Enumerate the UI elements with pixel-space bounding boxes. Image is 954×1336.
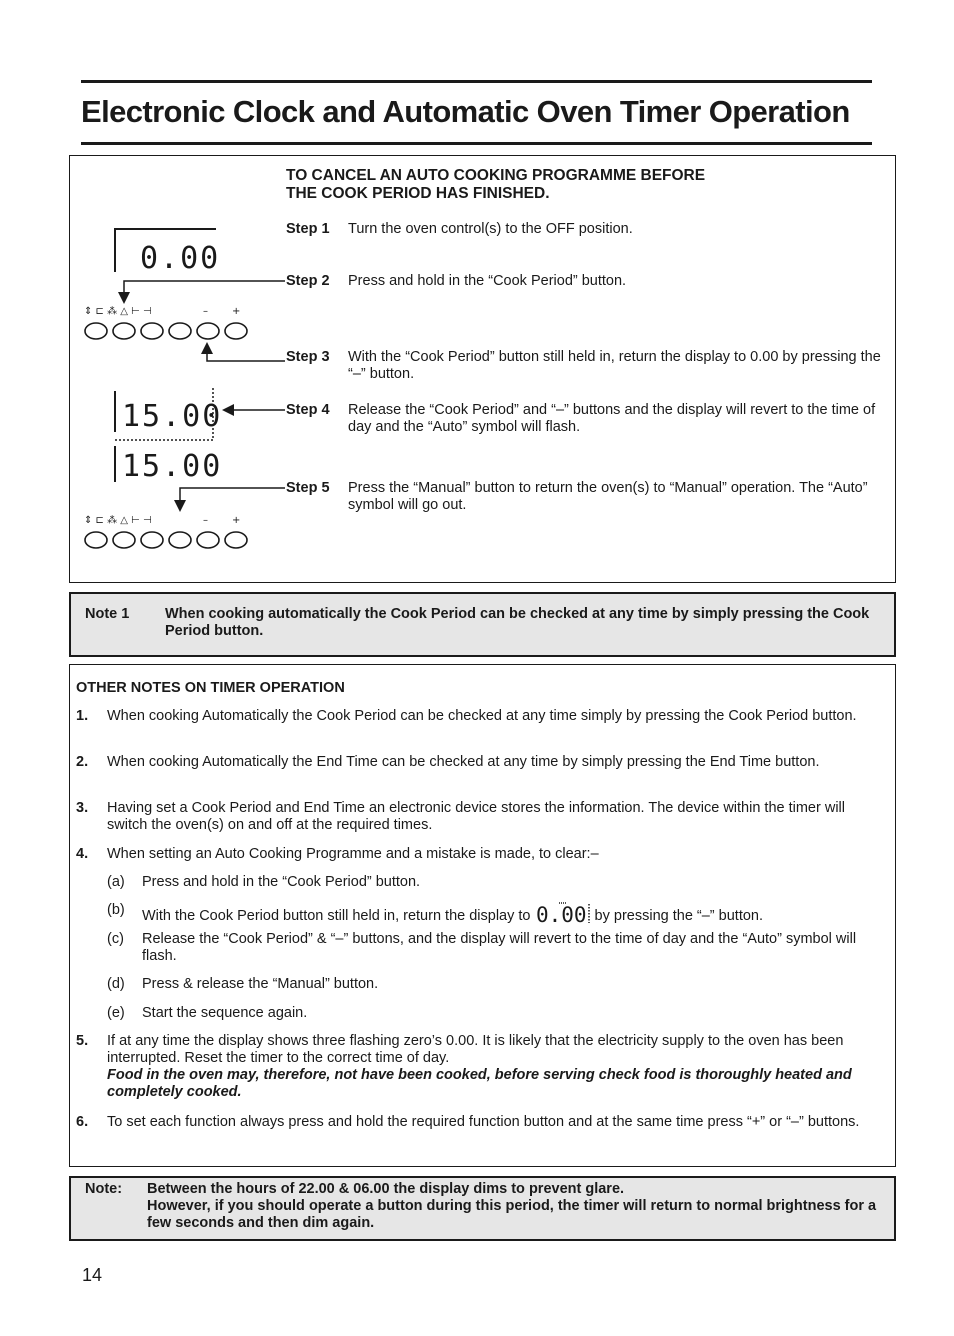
- lcd-readout: 15.00: [122, 399, 223, 434]
- auto-symbol-icon: ⇕ ⊏ ⁂ △ ⊢ ⊣: [84, 515, 152, 526]
- item-number: 5.: [76, 1033, 89, 1049]
- sub-letter: (e): [107, 1005, 125, 1021]
- note-item-6: [76, 1114, 884, 1131]
- step-label: Step 5: [286, 480, 330, 496]
- note-1-label: Note 1: [85, 606, 130, 622]
- item-number: 6.: [76, 1114, 89, 1130]
- other-notes-heading: OTHER NOTES ON TIMER OPERATION: [76, 680, 345, 696]
- item-text: If at any time the display shows three flashing zero’s 0.00. It is likely that the electricity supply to the oven has been interrupted. Reset the timer to the correct time of day.: [107, 1033, 844, 1066]
- minus-symbol-icon: –: [203, 515, 208, 526]
- sub-letter: (c): [107, 931, 124, 947]
- food-warning: Food in the oven may, therefore, not have been cooked, before serving check food is thoroughly heated and completely cooked.: [107, 1067, 852, 1100]
- mini-lcd-readout: 0.00: [535, 903, 587, 924]
- sub-item-a: [107, 874, 887, 891]
- sub-item-b: [107, 902, 887, 925]
- cancel-heading: [286, 167, 886, 203]
- item-text: When cooking Automatically the Cook Period can be checked at any time simply by pressing the Cook Period button.: [107, 708, 857, 724]
- lcd-readout: 0.00: [140, 241, 221, 276]
- item-text: When cooking Automatically the End Time can be checked at any time by simply pressing the End Time button.: [107, 754, 820, 770]
- note-item-4: [76, 846, 884, 863]
- sub-text: Release the “Cook Period” & “–” buttons, and the display will revert to the time of day and the “Auto” symbol will flash.: [142, 931, 857, 964]
- sub-text: Press and hold in the “Cook Period” button.: [142, 874, 421, 890]
- mini-lcd-display-icon: [535, 902, 591, 924]
- sub-letter: (a): [107, 874, 125, 890]
- step-3: [286, 349, 886, 383]
- auto-symbol-icon: ⇕ ⊏ ⁂ △ ⊢ ⊣: [84, 306, 152, 317]
- sub-text: Press & release the “Manual” button.: [142, 976, 379, 992]
- page-number: 14: [82, 1265, 103, 1285]
- title-underline: [81, 142, 872, 145]
- step-text: Press and hold in the “Cook Period” button.: [348, 273, 627, 289]
- note-2-text: [147, 1181, 877, 1232]
- cancel-heading-line1: TO CANCEL AN AUTO COOKING PROGRAMME BEFORE: [286, 167, 706, 184]
- top-rule: [81, 80, 872, 83]
- step-label: Step 2: [286, 273, 330, 289]
- note-2-label: Note:: [85, 1181, 123, 1197]
- step-4: [286, 402, 886, 436]
- item-number: 1.: [76, 708, 89, 724]
- step-2: [286, 273, 886, 290]
- minus-symbol-icon: –: [203, 306, 208, 317]
- sub-item-c: [107, 931, 887, 965]
- step-text: Release the “Cook Period” and “–” buttons and the display will revert to the time of day and the “Auto” symbol will flash.: [348, 402, 876, 435]
- note-2-line1: Between the hours of 22.00 & 06.00 the display dims to prevent glare.: [147, 1181, 625, 1197]
- sub-letter: (b): [107, 902, 125, 918]
- cancel-heading-line2: THE COOK PERIOD HAS FINISHED.: [286, 185, 550, 202]
- step-text: With the “Cook Period” button still held in, return the display to 0.00 by pressing the “–” button.: [348, 349, 881, 382]
- lcd-readout: 15.00: [122, 449, 223, 484]
- sub-item-d: [107, 976, 887, 993]
- plus-symbol-icon: +: [232, 306, 241, 317]
- page-title: Electronic Clock and Automatic Oven Timer Operation: [81, 94, 850, 129]
- step-1: [286, 221, 886, 238]
- note-item-5: [76, 1033, 884, 1101]
- note-item-1: [76, 708, 884, 725]
- note-item-3: [76, 800, 884, 834]
- note-item-2: [76, 754, 884, 771]
- item-number: 2.: [76, 754, 89, 770]
- sub-text-after: by pressing the “–” button.: [594, 908, 764, 924]
- note-1-text: When cooking automatically the Cook Period can be checked at any time by simply pressing the Cook Period button.: [165, 606, 870, 639]
- step-5: [286, 480, 886, 514]
- item-number: 4.: [76, 846, 89, 862]
- step-label: Step 1: [286, 221, 330, 237]
- item-text: To set each function always press and hold the required function button and at the same time press “+” or “–” buttons.: [107, 1114, 860, 1130]
- item-text: Having set a Cook Period and End Time an electronic device stores the information. The device within the timer will switch the oven(s) on and off at the required times.: [107, 800, 845, 833]
- item-text: When setting an Auto Cooking Programme and a mistake is made, to clear:–: [107, 846, 599, 862]
- plus-symbol-icon: +: [232, 515, 241, 526]
- sub-item-e: [107, 1005, 887, 1022]
- step-text: Press the “Manual” button to return the oven(s) to “Manual” operation. The “Auto” symbol will go out.: [348, 480, 868, 513]
- item-number: 3.: [76, 800, 89, 816]
- step-label: Step 4: [286, 402, 330, 418]
- sub-letter: (d): [107, 976, 125, 992]
- step-label: Step 3: [286, 349, 330, 365]
- sub-text: Start the sequence again.: [142, 1005, 308, 1021]
- step-text: Turn the oven control(s) to the OFF position.: [348, 221, 633, 237]
- sub-text-before: With the Cook Period button still held in, return the display to: [142, 908, 531, 924]
- note-2-line2: However, if you should operate a button during this period, the timer will return to normal brightness for a few seconds and then dim again.: [147, 1198, 877, 1231]
